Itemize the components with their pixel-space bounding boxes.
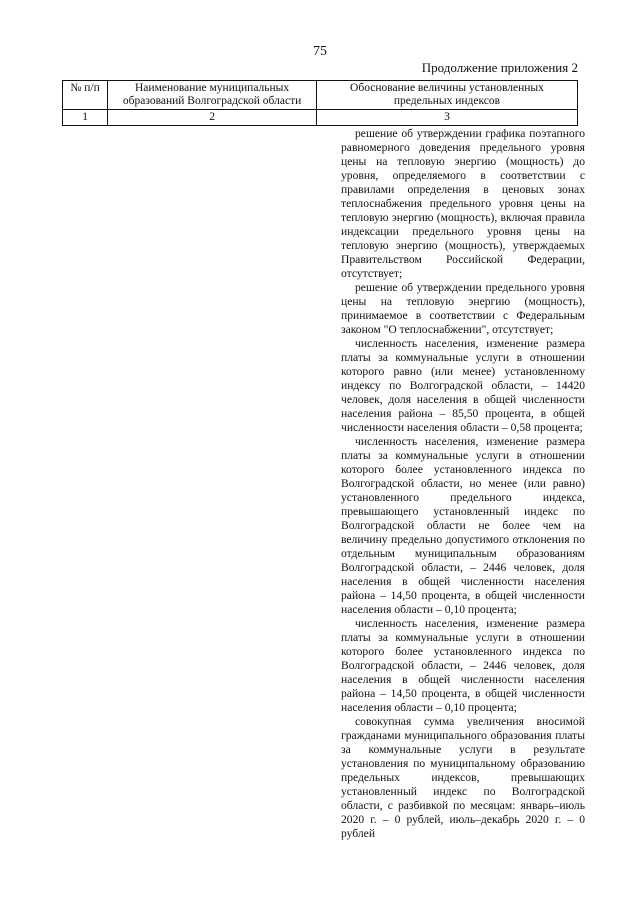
paragraph-total-increase: совокупная сумма увеличения вносимой гражданами муниципального образования платы за коммунальные услуги в результате установления по муниципальному образованию предельных индексов, превышающих установленный индекс по Волгоградской области, с разбивкой по месяцам: январь–июль 2020 г. – 0 рублей, июль–декабрь 2020 г. – 0 рублей <box>341 715 585 840</box>
header-municipality-column: Наименование муниципальных образований Волгоградской области <box>108 81 317 110</box>
column-number-1: 1 <box>63 110 108 126</box>
justification-text <box>341 127 585 841</box>
column-number-2: 2 <box>108 110 317 126</box>
paragraph-population-within-limit: численность населения, изменение размера платы за коммунальные услуги в отношении которого более установленного индекса по Волгоградской области, но менее (или равно) установленного предельного индекса, превышающего установленный индекс по Волгоградской области не более чем на величину предельно допустимого отклонения по отдельным муниципальным образованиям Волгоградской области, – 2446 человек, доля населения в общей численности населения района – 14,50 процента, в общей численности населения области – 0,10 процента; <box>341 435 585 616</box>
table-numbering-row <box>63 110 578 126</box>
column-number-3: 3 <box>316 110 577 126</box>
header-justification-column: Обоснование величины установленных предельных индексов <box>316 81 577 110</box>
paragraph-schedule-decision: решение об утверждении графика поэтапного равномерного доведения предельного уровня цены на тепловую энергию (мощность) до уровня, определяемого в соответствии с правилами определения в ценовых зонах теплоснабжения предельного уровня цены на тепловую энергию (мощность), включая правила индексации предельного уровня цены на тепловую энергию (мощность), утверждаемых Правительством Российской Федерации, отсутствует; <box>341 127 585 280</box>
header-number-column: № п/п <box>63 81 108 110</box>
page-number: 75 <box>313 44 327 59</box>
continuation-note: Продолжение приложения 2 <box>421 60 578 75</box>
paragraph-population-above: численность населения, изменение размера платы за коммунальные услуги в отношении которого более установленного индекса по Волгоградской области, – 2446 человек, доля населения в общей численности населения района – 14,50 процента, в общей численности населения области – 0,10 процента; <box>341 617 585 714</box>
header-table <box>62 80 578 126</box>
paragraph-price-decision: решение об утверждении предельного уровня цены на тепловую энергию (мощность), принимаемое в соответствии с Федеральным законом "О теплоснабжении", отсутствует; <box>341 281 585 336</box>
paragraph-population-equal: численность населения, изменение размера платы за коммунальные услуги в отношении которого равно (или менее) установленному индексу по Волгоградской области, – 14420 человек, доля населения в общей численности населения района – 85,50 процента, в общей численности населения области – 0,58 процента; <box>341 337 585 434</box>
table-header-row <box>63 81 578 110</box>
